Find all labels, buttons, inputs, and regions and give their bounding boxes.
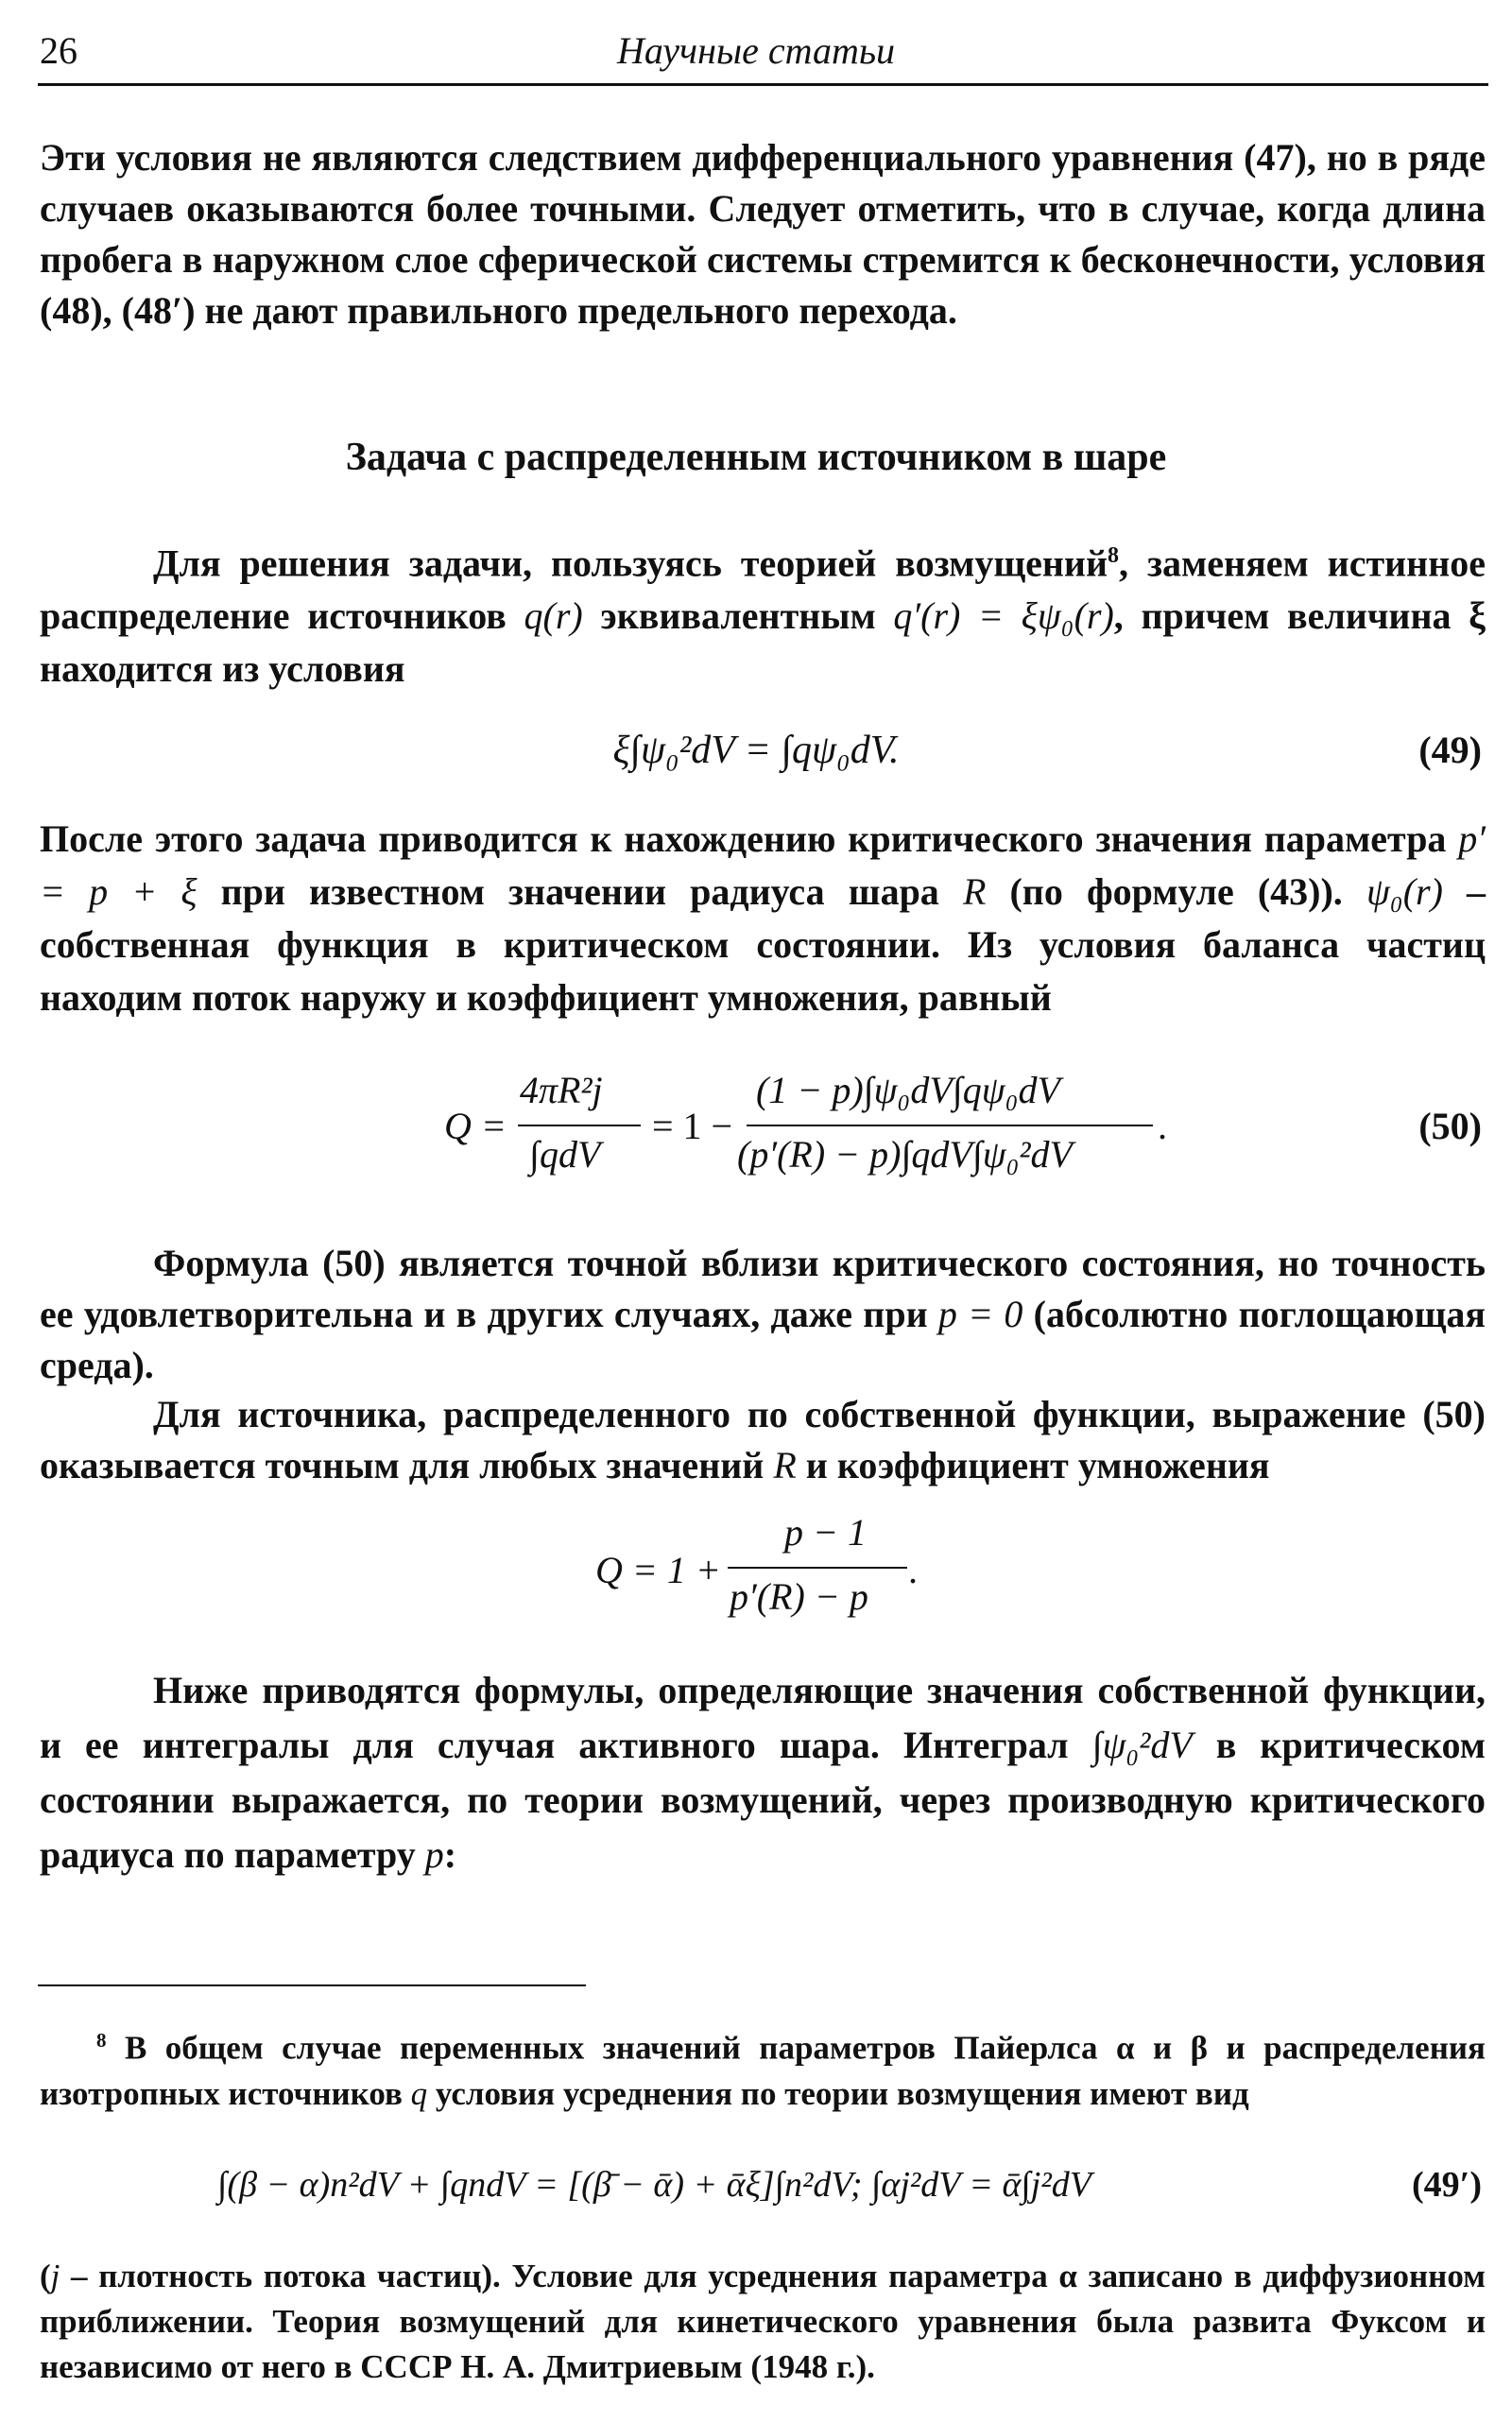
equation-49 — [0, 728, 1512, 784]
equation-50-number: (50) — [1418, 1105, 1482, 1147]
equation-49-formula: ξ∫ψ₀²dV = ∫qψ₀dV. — [612, 729, 900, 772]
eq50-frac-line-1 — [518, 1125, 641, 1126]
footnote-rule — [38, 1984, 586, 1986]
footnote-marker: 8 — [96, 2029, 107, 2052]
eqQ-end: . — [909, 1549, 919, 1591]
page-number: 26 — [40, 29, 77, 72]
eq50-frac-line-2 — [747, 1125, 1153, 1126]
paragraph-5: Для источника, распределенного по собственной функции, выражение (50) оказывается точным для любых значений R и коэффициент умножения — [40, 1393, 1486, 1486]
equation-Q — [0, 1503, 1512, 1635]
footnote-equation-formula: ∫(β − α)n²dV + ∫qndV = [(β̄ − ᾱ) + ᾱξ]∫n²dV; ∫αj²dV = ᾱ∫j²dV — [217, 2165, 1091, 2205]
equation-50 — [0, 1058, 1512, 1191]
eqQ-lhs: Q = 1 + — [595, 1549, 721, 1591]
footnote-continuation: (j – плотность потока частиц). Условие для усреднения параметра α записано в диффузионном приближении. Теория возмущений для кинетического уравнения была развита Фуксом и независимо от него в СССР Н. А. Дмитриевым (1948 г.). — [40, 2258, 1486, 2385]
eq50-den1: ∫qdV — [529, 1133, 601, 1176]
paragraph-2: Для решения задачи, пользуясь теорией возмущений$^8$, заменяем истинное распределение источников q(r) эквивалентным q′(r) = ξψ₀(r), причем величина ξ находится из условия — [40, 541, 1486, 691]
footnote-text: $^8$ В общем случае переменных значений параметров Пайерлса α и β и распределения изотропных источников q условия усреднения по теории возмущения имеют вид — [40, 2029, 1486, 2112]
eq50-lhs: Q = — [444, 1105, 507, 1147]
eq50-mid: = 1 − — [652, 1105, 733, 1147]
paragraph-3: После этого задача приводится к нахождению критического значения параметра p′ = p + ξ при известном значении радиуса шара R (по формуле (43)). ψ₀(r) – собственная функция в критическом состоянии. Из условия баланса частиц находим поток наружу и коэффициент умножения, равный — [40, 817, 1486, 1019]
equation-49-number: (49) — [1418, 729, 1482, 771]
eqQ-num: p − 1 — [784, 1511, 867, 1554]
eq50-end: . — [1159, 1105, 1168, 1147]
footnote-equation-number: (49′) — [1412, 2165, 1482, 2205]
eqQ-den: p′(R) − p — [730, 1575, 868, 1618]
header-rule — [38, 83, 1488, 86]
footnote-ref: 8 — [1108, 543, 1120, 568]
eq50-num2: (1 − p)∫ψ₀dV∫qψ₀dV — [756, 1069, 1060, 1111]
paragraph-6: Ниже приводятся формулы, определяющие значения собственной функции, и ее интегралы для случая активного шара. Интеграл ∫ψ₀²dV в критическом состоянии выражается, по теории возмущений, через производную критического радиуса по параметру p: — [40, 1669, 1486, 1876]
eq50-den2: (p′(R) − p)∫qdV∫ψ₀²dV — [737, 1133, 1073, 1176]
running-title: Научные статьи — [616, 29, 896, 72]
paragraph-4: Формула (50) является точной вблизи критического состояния, но точность ее удовлетворительна и в других случаях, даже при p = 0 (абсолютно поглощающая среда). — [40, 1242, 1486, 1386]
paragraph-1: Эти условия не являются следствием дифференциального уравнения (47), но в ряде случаев оказываются более точными. Следует отметить, что в случае, когда длина пробега в наружном слое сферической системы стремится к бесконечности, условия (48), (48′) не дают правильного предельного перехода. — [40, 136, 1486, 332]
section-heading: Задача с распределенным источником в шаре — [345, 436, 1167, 479]
eqQ-frac-line — [728, 1567, 907, 1569]
eq50-num1: 4πR²j — [520, 1069, 603, 1111]
